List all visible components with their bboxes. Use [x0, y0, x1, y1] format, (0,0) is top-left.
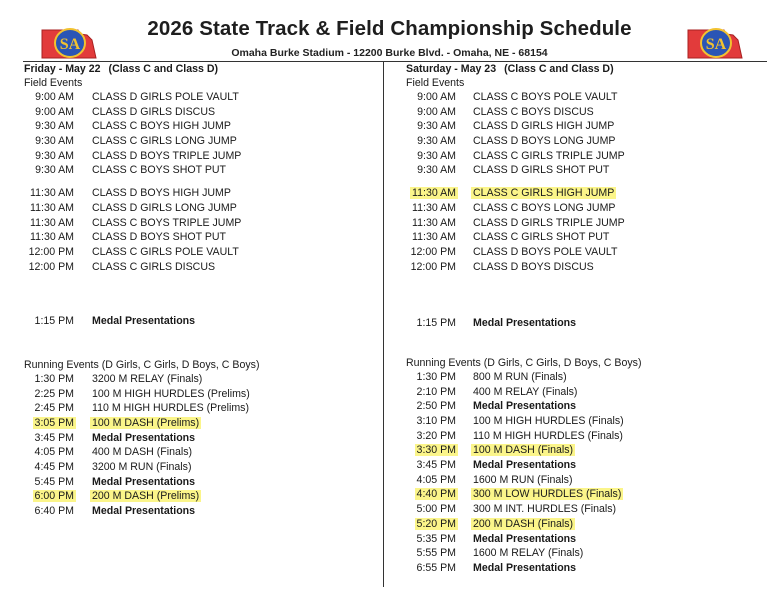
day-label: Friday - May 22: [24, 63, 101, 75]
schedule-row: [406, 370, 766, 385]
schedule-row: [406, 90, 766, 105]
event-name: CLASS C GIRLS TRIPLE JUMP: [473, 149, 625, 162]
schedule-row: [24, 186, 379, 201]
medal-row: [24, 475, 379, 490]
schedule-row: [406, 216, 766, 231]
schedule-row-highlighted: [24, 489, 379, 504]
medal-row: [406, 316, 766, 331]
highlight: 300 M LOW HURDLES (Finals): [473, 488, 622, 501]
highlight: 100 M DASH (Prelims): [92, 417, 200, 429]
event-time: 11:30 AM: [412, 231, 456, 244]
event-time: 1:30 PM: [416, 370, 456, 383]
day-heading: [406, 62, 766, 76]
class-label: (Class C and Class D): [108, 63, 219, 75]
schedule-row-highlighted: [24, 416, 379, 431]
schedule-row: [24, 445, 379, 460]
event-name: 800 M RUN (Finals): [473, 370, 567, 383]
highlight: 200 M DASH (Prelims): [92, 490, 200, 503]
svg-text:SA: SA: [59, 36, 81, 53]
schedule-row-highlighted: [406, 443, 766, 458]
event-name: CLASS C BOYS SHOT PUT: [92, 164, 227, 177]
event-time: 9:00 AM: [35, 91, 74, 103]
event-time: 12:00 PM: [410, 245, 456, 258]
highlight: 11:30 AM: [412, 187, 456, 200]
schedule-row: [24, 230, 379, 245]
event-time: 3:45 PM: [34, 431, 74, 444]
schedule-row: [24, 201, 379, 216]
event-time: 9:30 AM: [35, 135, 74, 148]
column-divider: [383, 61, 384, 587]
running-events-heading: Running Events (D Girls, C Girls, D Boys, C Boys): [24, 358, 260, 371]
event-time: 3:20 PM: [416, 429, 456, 442]
event-name: CLASS D GIRLS LONG JUMP: [92, 201, 237, 214]
event-time: 9:30 AM: [35, 120, 74, 133]
event-name: CLASS C BOYS TRIPLE JUMP: [92, 216, 242, 229]
medal-row: [406, 458, 766, 473]
event-name: CLASS D GIRLS SHOT PUT: [473, 164, 610, 177]
event-name: 400 M RELAY (Finals): [473, 385, 578, 398]
event-time: 2:45 PM: [34, 402, 74, 415]
event-name: Medal Presentations: [92, 505, 196, 518]
event-time: [24, 489, 74, 504]
event-time: 12:00 PM: [410, 260, 456, 273]
event-time: 4:05 PM: [34, 446, 74, 459]
event-time: 2:25 PM: [34, 387, 74, 400]
event-time: 2:50 PM: [416, 400, 456, 413]
event-name: CLASS C GIRLS DISCUS: [92, 260, 216, 273]
event-name: [473, 517, 573, 532]
event-name: 100 M HIGH HURDLES (Prelims): [92, 387, 250, 400]
event-time: 6:55 PM: [416, 561, 456, 574]
schedule-row: [406, 502, 766, 517]
schedule-row: [406, 163, 766, 178]
event-time: 11:30 AM: [412, 201, 456, 214]
event-name: 110 M HIGH HURDLES (Finals): [473, 429, 623, 442]
event-time: [24, 416, 74, 431]
event-time: 11:30 AM: [30, 231, 74, 244]
event-name: Medal Presentations: [473, 561, 577, 574]
event-name: [92, 489, 199, 504]
running-events-heading: Running Events (D Girls, C Girls, D Boys, C Boys): [406, 356, 642, 369]
event-time: [406, 487, 456, 502]
schedule-row: [24, 387, 379, 402]
highlight: 5:20 PM: [416, 517, 456, 530]
event-time: 9:00 AM: [417, 91, 456, 103]
class-label: (Class C and Class D): [504, 63, 614, 75]
event-time: [406, 186, 456, 201]
event-time: 11:30 AM: [412, 216, 456, 229]
medal-row: [406, 561, 766, 576]
event-time: 12:00 PM: [28, 260, 74, 273]
field-events-heading: Field Events: [406, 77, 465, 89]
venue-address: Omaha Burke Stadium - 12200 Burke Blvd. - Omaha, NE - 68154: [231, 47, 548, 59]
schedule-row: [24, 105, 379, 120]
schedule-row: [24, 134, 379, 149]
field-events-heading: Field Events: [24, 77, 83, 89]
event-time: 2:10 PM: [416, 385, 456, 398]
event-time: 9:30 AM: [417, 135, 456, 148]
event-name: CLASS C BOYS LONG JUMP: [473, 201, 616, 214]
schedule-row: [24, 163, 379, 178]
event-name: [92, 416, 199, 431]
schedule-row-highlighted: [406, 487, 766, 502]
event-name: Medal Presentations: [92, 475, 196, 488]
schedule-row: [406, 385, 766, 400]
event-name: CLASS D GIRLS DISCUS: [92, 105, 216, 118]
event-name: 300 M INT. HURDLES (Finals): [473, 503, 617, 516]
medal-row: [24, 314, 379, 329]
event-name: 3200 M RELAY (Finals): [92, 372, 203, 385]
highlight: 4:40 PM: [416, 488, 456, 501]
schedule-row: [24, 245, 379, 260]
highlight: 3:30 PM: [416, 444, 456, 457]
event-time: [406, 443, 456, 458]
svg-text:SA: SA: [705, 36, 727, 53]
day-label: Saturday - May 23: [406, 63, 497, 75]
event-name: CLASS D BOYS TRIPLE JUMP: [92, 149, 242, 162]
event-name: [473, 443, 573, 458]
event-time: 5:00 PM: [416, 503, 456, 516]
event-time: 1:15 PM: [416, 317, 456, 330]
schedule-row: [406, 245, 766, 260]
event-name: CLASS D BOYS POLE VAULT: [473, 245, 618, 258]
event-time: 9:00 AM: [417, 105, 456, 118]
schedule-row: [24, 260, 379, 275]
event-name: CLASS D BOYS DISCUS: [473, 260, 594, 273]
friday-column: [24, 62, 379, 519]
medal-row: [24, 431, 379, 446]
event-time: 4:05 PM: [416, 473, 456, 486]
highlight: 3:05 PM: [34, 417, 74, 429]
event-time: 11:30 AM: [30, 201, 74, 214]
highlight: 100 M DASH (Finals): [473, 444, 574, 457]
event-name: CLASS C BOYS POLE VAULT: [473, 91, 618, 103]
schedule-row: [406, 260, 766, 275]
event-name: CLASS D BOYS SHOT PUT: [92, 231, 227, 244]
schedule-row: [406, 546, 766, 561]
schedule-row: [406, 230, 766, 245]
medal-row: [406, 532, 766, 547]
event-time: 5:35 PM: [416, 532, 456, 545]
event-name: [473, 487, 621, 502]
event-name: CLASS C GIRLS LONG JUMP: [92, 135, 237, 148]
schedule-row: [406, 473, 766, 488]
event-time: 11:30 AM: [30, 216, 74, 229]
event-name: [473, 186, 614, 201]
event-time: 4:45 PM: [34, 461, 74, 474]
event-name: Medal Presentations: [92, 431, 196, 444]
saturday-column: [406, 62, 766, 576]
event-name: CLASS D BOYS HIGH JUMP: [92, 187, 231, 200]
medal-row: [24, 504, 379, 519]
event-name: CLASS C BOYS HIGH JUMP: [92, 120, 231, 133]
event-name: 100 M HIGH HURDLES (Finals): [473, 415, 624, 427]
highlight: 6:00 PM: [34, 490, 74, 503]
event-name: Medal Presentations: [473, 317, 577, 330]
event-time: 12:00 PM: [28, 245, 74, 258]
event-name: 1600 M RUN (Finals): [473, 473, 573, 486]
highlight: 200 M DASH (Finals): [473, 517, 574, 530]
event-time: 5:55 PM: [416, 547, 456, 560]
schedule-row: [406, 414, 766, 429]
event-name: 110 M HIGH HURDLES (Prelims): [92, 402, 249, 415]
event-time: [406, 517, 456, 532]
event-time: 9:30 AM: [35, 149, 74, 162]
event-time: 11:30 AM: [30, 187, 74, 200]
schedule-row: [24, 401, 379, 416]
event-name: 1600 M RELAY (Finals): [473, 547, 584, 560]
event-time: 3:45 PM: [416, 459, 456, 472]
day-heading: [24, 62, 379, 76]
event-name: CLASS C GIRLS SHOT PUT: [473, 231, 610, 244]
event-name: Medal Presentations: [473, 532, 577, 545]
event-time: 9:30 AM: [417, 149, 456, 162]
event-time: 9:00 AM: [35, 105, 74, 118]
schedule-row: [24, 149, 379, 164]
schedule-row: [24, 119, 379, 134]
event-name: CLASS D GIRLS POLE VAULT: [92, 91, 239, 103]
event-time: 1:30 PM: [34, 372, 74, 385]
event-name: CLASS D GIRLS TRIPLE JUMP: [473, 216, 625, 229]
event-time: 5:45 PM: [34, 475, 74, 488]
schedule-row-highlighted: [406, 186, 766, 201]
schedule-row: [406, 149, 766, 164]
page-title: 2026 State Track & Field Championship Schedule: [147, 17, 632, 40]
medal-row: [406, 399, 766, 414]
schedule-row: [24, 460, 379, 475]
event-name: Medal Presentations: [473, 459, 577, 472]
highlight: CLASS C GIRLS HIGH JUMP: [473, 187, 615, 200]
event-name: Medal Presentations: [473, 400, 577, 413]
event-name: 3200 M RUN (Finals): [92, 461, 192, 474]
schedule-row: [406, 134, 766, 149]
event-name: CLASS D BOYS LONG JUMP: [473, 135, 616, 148]
schedule-row: [24, 372, 379, 387]
schedule-row: [406, 201, 766, 216]
schedule-row: [406, 119, 766, 134]
event-name: CLASS C GIRLS POLE VAULT: [92, 245, 239, 258]
event-time: 3:10 PM: [416, 415, 456, 427]
event-name: 400 M DASH (Finals): [92, 446, 193, 459]
event-name: CLASS D GIRLS HIGH JUMP: [473, 120, 615, 133]
schedule-row: [24, 216, 379, 231]
event-time: 9:30 AM: [417, 120, 456, 133]
event-name: Medal Presentations: [92, 315, 196, 328]
schedule-row: [406, 429, 766, 444]
event-time: 9:30 AM: [417, 164, 456, 177]
schedule-row: [406, 105, 766, 120]
schedule-row-highlighted: [406, 517, 766, 532]
schedule-row: [24, 90, 379, 105]
event-time: 9:30 AM: [35, 164, 74, 177]
event-name: CLASS C BOYS DISCUS: [473, 105, 594, 118]
event-time: 6:40 PM: [34, 505, 74, 518]
event-time: 1:15 PM: [34, 315, 74, 328]
